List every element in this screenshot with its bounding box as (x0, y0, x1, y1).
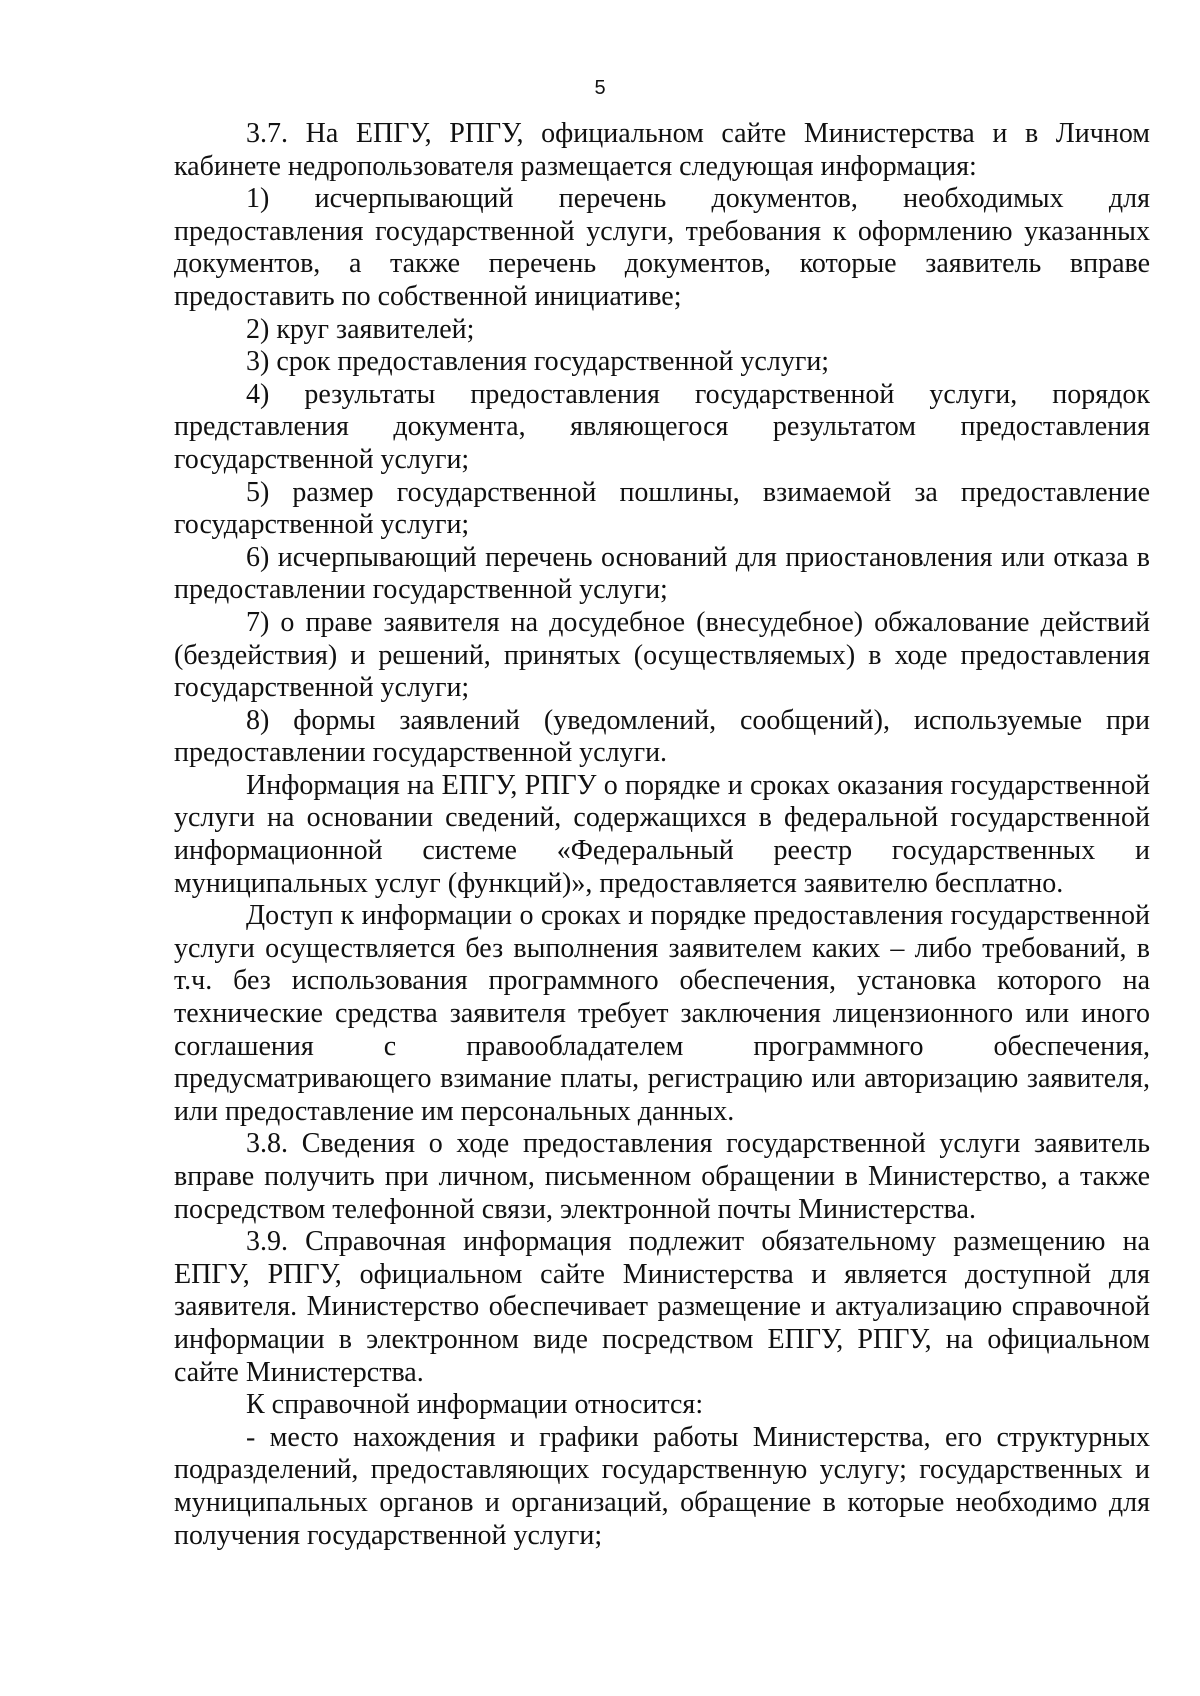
paragraph-3-8: 3.8. Сведения о ходе предоставления государственной услуги заявитель вправе получить при личном, письменном обращении в Министерство, а также посредством телефонной связи, электронной почты Министерства. (174, 1128, 1150, 1225)
list-item-8: 8) формы заявлений (уведомлений, сообщений), используемые при предоставлении государственной услуги. (174, 704, 1150, 769)
paragraph-information: Информация на ЕПГУ, РПГУ о порядке и сроках оказания государственной услуги на основании сведений, содержащихся в федеральной государственной информационной системе «Федеральный реестр государственных и муниципальных услуг (функций)», предоставляется заявителю бесплатно. (174, 769, 1150, 899)
paragraph-reference-intro: К справочной информации относится: (246, 1389, 704, 1421)
list-item-6: 6) исчерпывающий перечень оснований для приостановления или отказа в предоставлении государственной услуги; (174, 541, 1150, 606)
reference-list-item: - место нахождения и графики работы Министерства, его структурных подразделений, предоставляющих государственную услугу; государственных и муниципальных органов и организаций, обращение в которые необходимо для получения государственной услуги; (174, 1421, 1150, 1551)
document-body (174, 118, 1150, 1552)
list-item-2: 2) круг заявителей; (246, 313, 475, 345)
list-item-3: 3) срок предоставления государственной услуги; (246, 346, 830, 378)
list-item-4: 4) результаты предоставления государственной услуги, порядок представления документа, являющегося результатом предоставления государственной услуги; (174, 378, 1150, 475)
page-number: 5 (594, 77, 606, 99)
paragraph-access: Доступ к информации о сроках и порядке предоставления государственной услуги осуществляется без выполнения заявителем каких – либо требований, в т.ч. без использования программного обеспечения, установка которого на технические средства заявителя требует заключения лицензионного или иного соглашения с правообладателем программного обеспечения, предусматривающего взимание платы, регистрацию или авторизацию заявителя, или предоставление им персональных данных. (174, 900, 1150, 1127)
list-item-7: 7) о праве заявителя на досудебное (внесудебное) обжалование действий (бездействия) и решений, принятых (осуществляемых) в ходе предоставления государственной услуги; (174, 606, 1150, 704)
list-item-5: 5) размер государственной пошлины, взимаемой за предоставление государственной услуги; (174, 476, 1150, 541)
paragraph-3-9: 3.9. Справочная информация подлежит обязательному размещению на ЕПГУ, РПГУ, официальном сайте Министерства и является доступной для заявителя. Министерство обеспечивает размещение и актуализацию справочной информации в электронном виде посредством ЕПГУ, РПГУ, на официальном сайте Министерства. (174, 1226, 1150, 1388)
paragraph-3-7: 3.7. На ЕПГУ, РПГУ, официальном сайте Министерства и в Личном кабинете недропользователя размещается следующая информация: (174, 118, 1150, 182)
list-item-1: 1) исчерпывающий перечень документов, необходимых для предоставления государственной услуги, требования к оформлению указанных документов, а также перечень документов, которые заявитель вправе предоставить по собственной инициативе; (174, 183, 1150, 312)
